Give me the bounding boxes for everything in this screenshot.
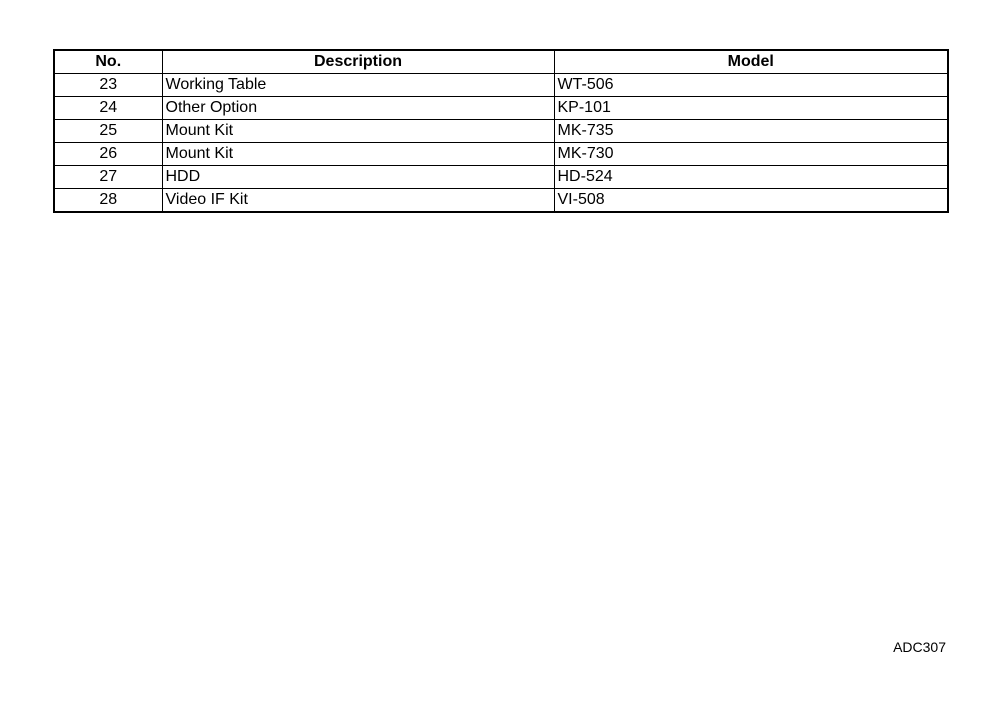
header-no: No. — [54, 50, 162, 74]
cell-description: Video IF Kit — [162, 189, 554, 213]
cell-description: Mount Kit — [162, 120, 554, 143]
table-row — [54, 74, 948, 97]
cell-model: MK-735 — [554, 120, 948, 143]
cell-model: KP-101 — [554, 97, 948, 120]
cell-no: 28 — [54, 189, 162, 213]
cell-model: VI-508 — [554, 189, 948, 213]
table-row — [54, 143, 948, 166]
cell-no: 24 — [54, 97, 162, 120]
cell-no: 26 — [54, 143, 162, 166]
cell-no: 25 — [54, 120, 162, 143]
header-model: Model — [554, 50, 948, 74]
table-row — [54, 97, 948, 120]
cell-no: 27 — [54, 166, 162, 189]
cell-model: HD-524 — [554, 166, 948, 189]
header-description: Description — [162, 50, 554, 74]
cell-description: HDD — [162, 166, 554, 189]
options-table — [53, 49, 949, 213]
table-row — [54, 120, 948, 143]
table-header-row — [54, 50, 948, 74]
table-row — [54, 166, 948, 189]
document-code: ADC307 — [893, 639, 946, 655]
cell-model: MK-730 — [554, 143, 948, 166]
cell-model: WT-506 — [554, 74, 948, 97]
cell-description: Other Option — [162, 97, 554, 120]
table-row — [54, 189, 948, 213]
cell-no: 23 — [54, 74, 162, 97]
cell-description: Working Table — [162, 74, 554, 97]
cell-description: Mount Kit — [162, 143, 554, 166]
